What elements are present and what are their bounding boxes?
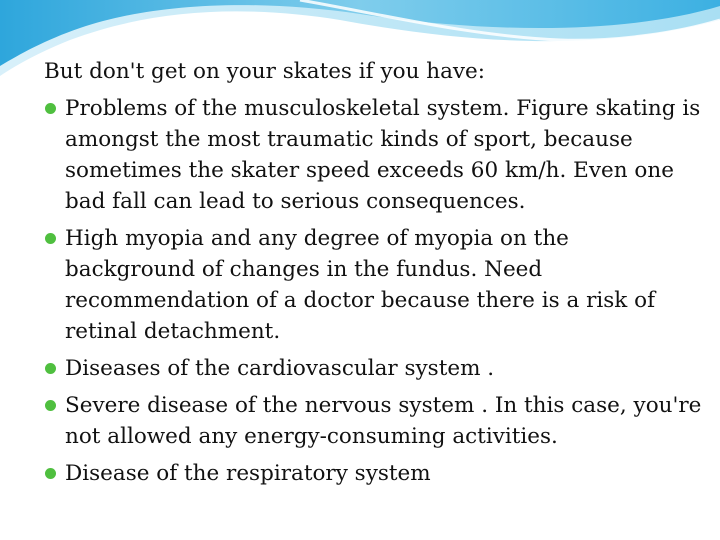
slide-body: [44, 56, 704, 489]
bullet-dot-icon: [45, 103, 56, 114]
list-item: [44, 223, 704, 347]
list-item-text: Problems of the musculoskeletal system. Figure skating is amongst the most traumatic kinds of sport, because sometimes the skater speed exceeds 60 km/h. Even one bad fall can lead to serious consequences.: [65, 96, 701, 214]
list-item: [44, 458, 704, 489]
list-item-text: Diseases of the cardiovascular system .: [65, 356, 495, 381]
bullet-dot-icon: [45, 233, 56, 244]
list-item: [44, 390, 704, 452]
condition-list: [44, 93, 704, 489]
intro-text: But don't get on your skates if you have:: [44, 59, 486, 84]
list-item: [44, 93, 704, 217]
list-item-text: Disease of the respiratory system: [65, 461, 431, 486]
bullet-dot-icon: [45, 363, 56, 374]
list-item-text: Severe disease of the nervous system . In this case, you're not allowed any energy-consuming activities.: [65, 393, 702, 449]
list-item: [44, 353, 704, 384]
bullet-dot-icon: [45, 400, 56, 411]
bullet-dot-icon: [45, 468, 56, 479]
list-item-text: High myopia and any degree of myopia on the background of changes in the fundus. Need recommendation of a doctor because there is a risk of retinal detachment.: [65, 226, 656, 344]
